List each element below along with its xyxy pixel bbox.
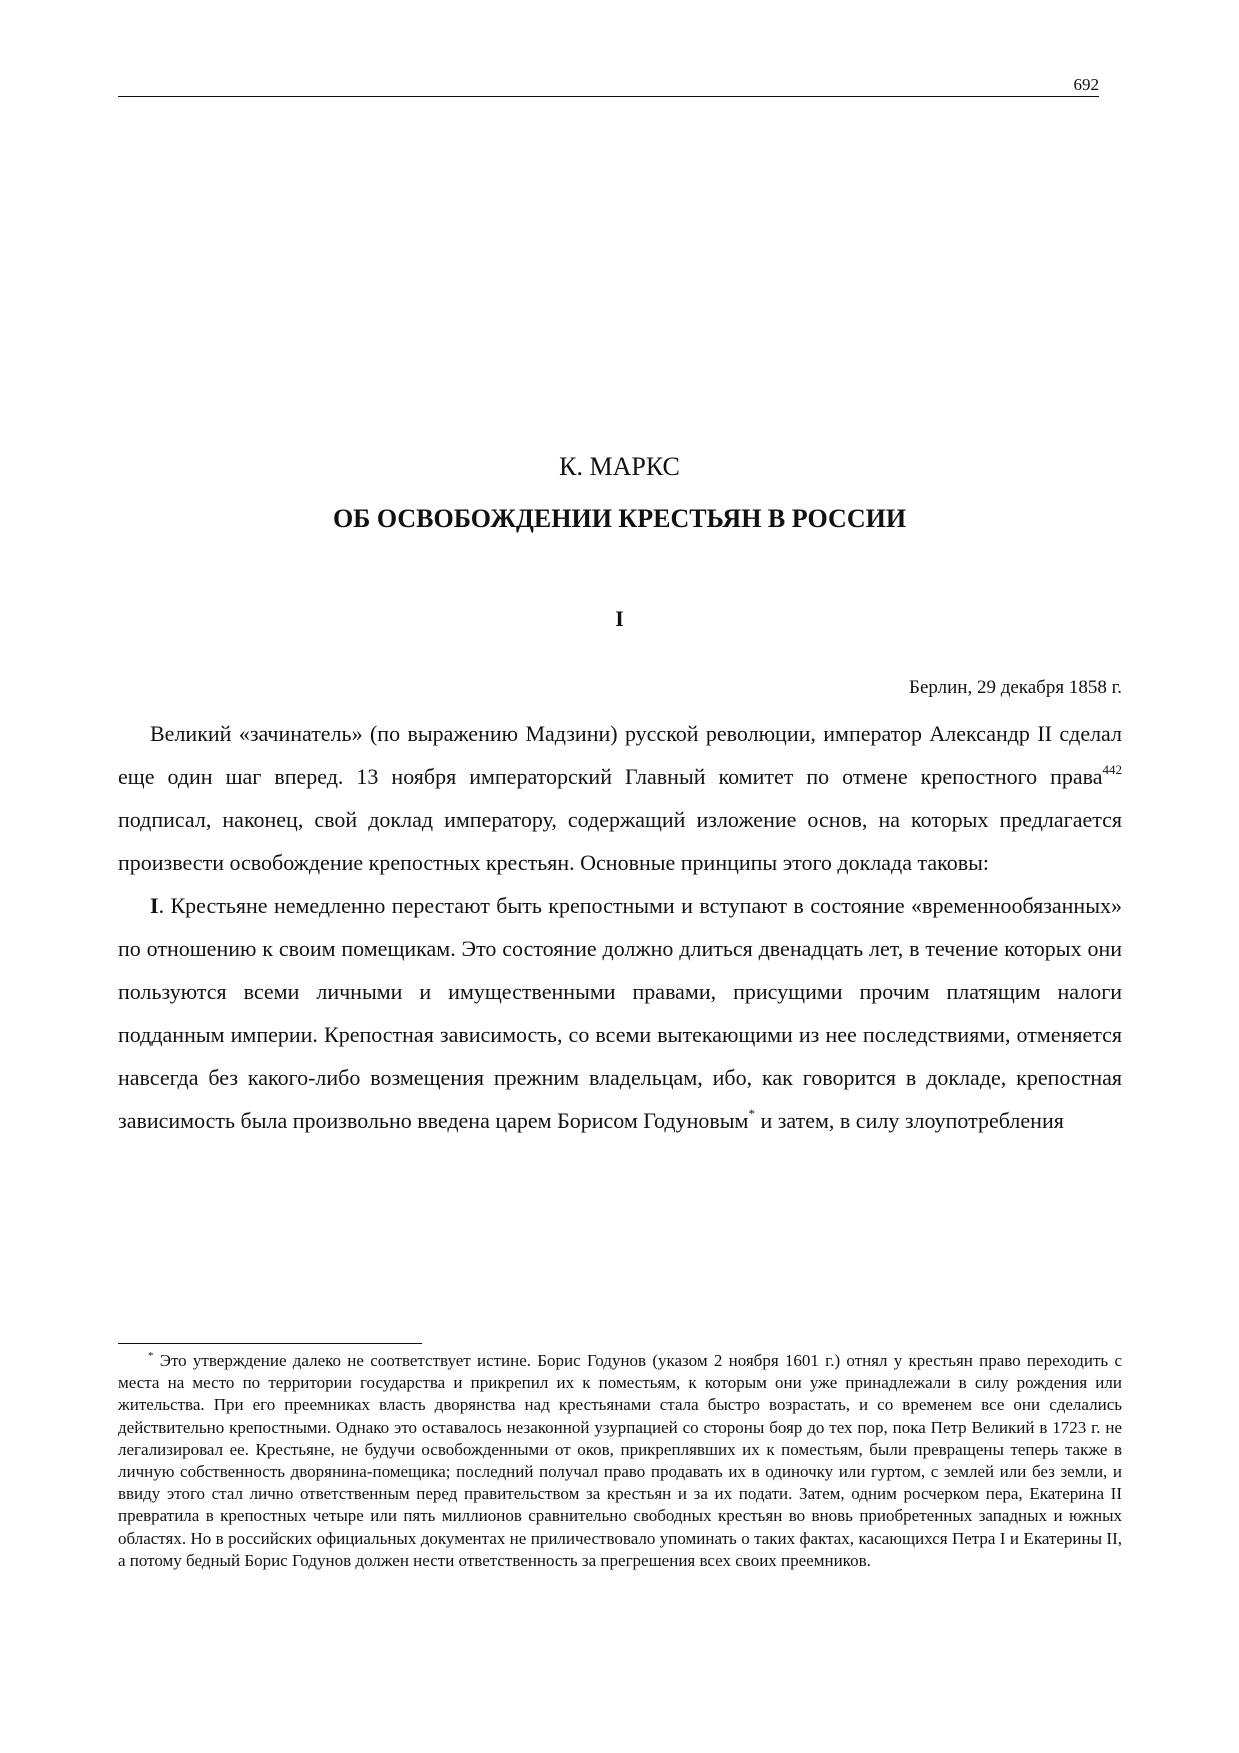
paragraph-1-text-b: подписал, наконец, свой доклад императору, содержащий изложение основ, на которых предлагается произвести освобождение крепостных крестьян. Основные принципы этого доклада таковы: [118, 807, 1122, 875]
footnote-paragraph [118, 1350, 1122, 1572]
footnote-reference-mark: * [748, 1106, 755, 1121]
body-text [118, 712, 1122, 1142]
paragraph-2-text-a: . Крестьяне немедленно перестают быть крепостными и вступают в состояние «временнообязанных» по отношению к своим помещикам. Это состояние должно длиться двенадцать лет, в течение которых они пользуются всеми личными и имущественными правами, присущими прочим платящим налоги подданным империи. Крепостная зависимость, со всеми вытекающими из нее последствиями, отменяется навсегда без какого-либо возмещения прежним владельцам, ибо, как говорится в докладе, крепостная зависимость была произвольно введена царем Борисом Годуновым [118, 893, 1122, 1133]
paragraph-2 [118, 884, 1122, 1142]
header-rule [118, 96, 1099, 97]
article-title: ОБ ОСВОБОЖДЕНИИ КРЕСТЬЯН В РОССИИ [332, 504, 907, 533]
dateline: Берлин, 29 декабря 1858 г. [909, 677, 1122, 698]
footnote [118, 1350, 1122, 1572]
article-author: К. МАРКС [559, 452, 680, 481]
paragraph-1-text-a: Великий «зачинатель» (по выражению Мадзини) русской революции, император Александр II сделал еще один шаг вперед. 13 ноября императорский Главный комитет по отмене крепостного права [118, 721, 1122, 789]
section-number: I [615, 606, 624, 631]
footnote-text: Это утверждение далеко не соответствует истине. Борис Годунов (указом 2 ноября 1601 г.) отнял у крестьян право переходить с места на место по территории государства и прикрепил их к поместьям, к которым они уже принадлежали в силу рождения или жительства. При его преемниках власть дворянства над крестьянами стала быстро возрастать, и со временем все они сделались действительно крепостными. Однако это оставалось незаконной узурпацией со стороны бояр до тех пор, пока Петр Великий в 1723 г. не легализировал ее. Крестьяне, не будучи освобожденными от оков, прикреплявших их к поместьям, были превращены теперь также в личную собственность дворянина-помещика; последний получал право продавать их в одиночку или гуртом, с землей или без земли, и ввиду этого стал лично ответственным перед правительством за крестьян и за их подати. Затем, одним росчерком пера, Екатерина II превратила в крепостных четыре или пять миллионов сравнительно свободных крестьян во вновь приобретенных западных и южных областях. Но в российских официальных документах не приличествовало упоминать о таких фактах, касающихся Петра I и Екатерины II, а потому бедный Борис Годунов должен нести ответственность за прегрешения всех своих преемников. [118, 1351, 1122, 1570]
paragraph-2-number: I [150, 893, 159, 918]
footnote-rule [118, 1343, 422, 1344]
footnote-marker: * [148, 1350, 154, 1362]
reference-mark-442: 442 [1102, 762, 1122, 777]
page-number: 692 [1073, 75, 1099, 94]
paragraph-1 [118, 712, 1122, 884]
paragraph-2-text-b: и затем, в силу злоупотребления [754, 1108, 1064, 1133]
